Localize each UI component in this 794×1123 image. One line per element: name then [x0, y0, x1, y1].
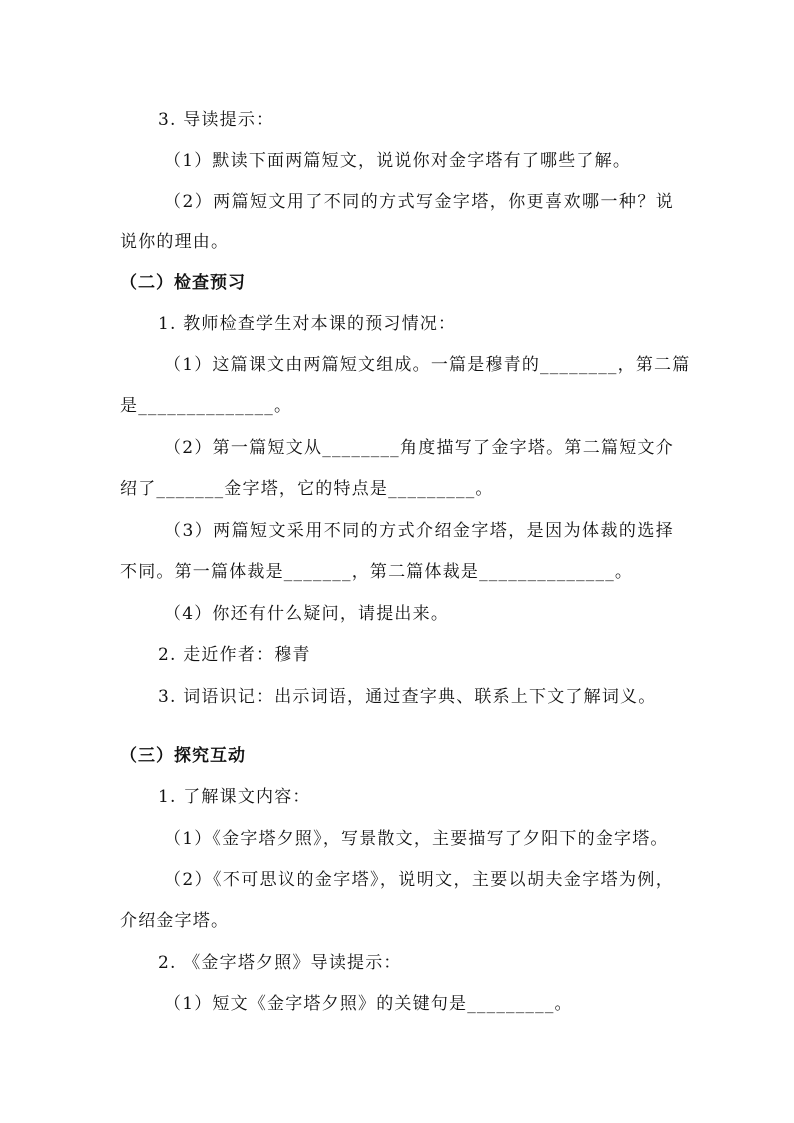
content-question-2: （2）《不可思议的金字塔》，说明文，主要以胡夫金字塔为例，: [164, 870, 674, 890]
reading-tips-heading: 3. 导读提示：: [158, 110, 275, 130]
author-item: 2. 走近作者：穆青: [158, 645, 311, 665]
content-question-1: （1）《金字塔夕照》，写景散文，主要描写了夕阳下的金字塔。: [164, 829, 669, 849]
section-3-heading: （三）探究互动: [120, 746, 246, 766]
tip-item-2-continued: 说你的理由。: [120, 232, 230, 252]
preview-question-3-continued: 不同。第一篇体裁是_______，第二篇体裁是______________。: [120, 562, 634, 582]
preview-question-3: （3）两篇短文采用不同的方式介绍金字塔，是因为体裁的选择: [164, 521, 674, 541]
sunset-reading-tips: 2. 《金字塔夕照》导读提示：: [158, 953, 402, 973]
sunset-key-sentence-question: （1）短文《金字塔夕照》的关键句是_________。: [164, 994, 573, 1014]
preview-question-1-continued: 是______________。: [120, 396, 293, 416]
vocabulary-item: 3. 词语识记：出示词语，通过查字典、联系上下文了解词义。: [158, 687, 657, 707]
preview-question-1: （1）这篇课文由两篇短文组成。一篇是穆青的________，第二篇: [164, 355, 691, 375]
tip-item-2: （2）两篇短文用了不同的方式写金字塔，你更喜欢哪一种？说: [164, 192, 674, 212]
preview-check-item: 1. 教师检查学生对本课的预习情况：: [158, 314, 457, 334]
preview-question-2-continued: 绍了_______金字塔，它的特点是_________。: [120, 479, 494, 499]
preview-question-2: （2）第一篇短文从________角度描写了金字塔。第二篇短文介: [164, 438, 674, 458]
preview-question-4: （4）你还有什么疑问，请提出来。: [164, 604, 450, 624]
tip-item-1: （1）默读下面两篇短文，说说你对金字塔有了哪些了解。: [164, 151, 632, 171]
section-2-heading: （二）检查预习: [120, 273, 246, 293]
content-understanding-item: 1. 了解课文内容：: [158, 787, 311, 807]
content-question-2-continued: 介绍金字塔。: [120, 911, 230, 931]
